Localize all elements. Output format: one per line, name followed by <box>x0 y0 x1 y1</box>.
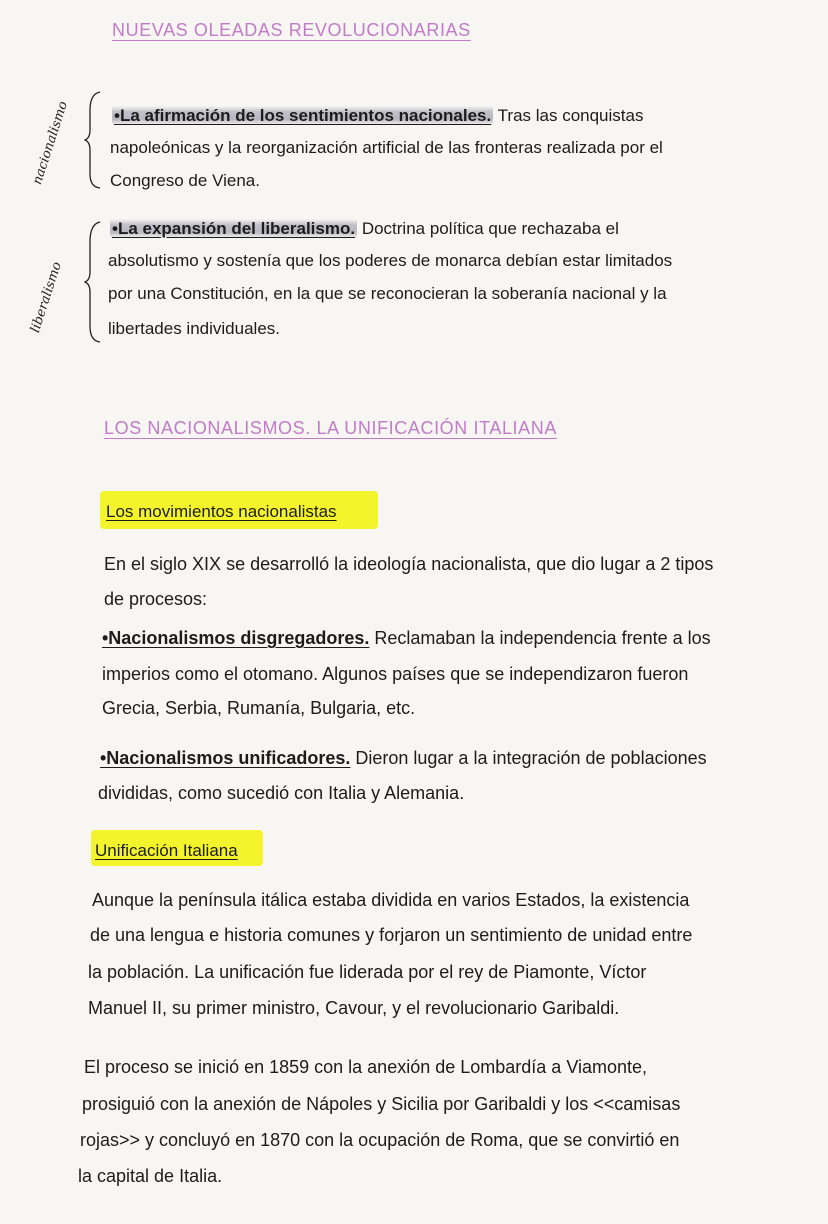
unificadores-line2: divididas, como sucedió con Italia y Alemania. <box>98 783 465 803</box>
intro-line2: de procesos: <box>104 589 208 609</box>
item1-text1: Tras las conquistas <box>493 106 644 125</box>
p2-line2: prosiguió con la anexión de Nápoles y Sicilia por Garibaldi y los <<camisas <box>82 1094 681 1114</box>
subheading-unificacion: Unificación Italiana <box>95 841 238 860</box>
item1-line3: Congreso de Viena. <box>110 171 260 190</box>
item2-line2: absolutismo y sostenía que los poderes de monarca debían estar limitados <box>108 251 673 270</box>
item2-line1 <box>110 219 619 239</box>
item1-line1 <box>112 106 643 126</box>
disgregadores-line2: imperios como el otomano. Algunos países que se independizaron fueron <box>102 664 689 684</box>
disgregadores-title: •Nacionalismos disgregadores. <box>102 628 370 648</box>
p1-line1: Aunque la península itálica estaba dividida en varios Estados, la existencia <box>92 890 690 910</box>
section-heading-nacionalismos: LOS NACIONALISMOS. LA UNIFICACIÓN ITALIANA <box>104 418 557 438</box>
disgregadores-line3: Grecia, Serbia, Rumanía, Bulgaria, etc. <box>102 698 416 718</box>
item1-line2: napoleónicas y la reorganización artificial de las fronteras realizada por el <box>110 138 663 157</box>
subheading-movimientos: Los movimientos nacionalistas <box>106 502 337 521</box>
disgregadores-text1: Reclamaban la independencia frente a los <box>369 628 711 648</box>
unificadores-title: •Nacionalismos unificadores. <box>100 748 351 768</box>
brace-2 <box>84 220 104 345</box>
item2-line3: por una Constitución, en la que se reconocieran la soberanía nacional y la <box>108 284 667 303</box>
disgregadores-line1 <box>102 628 711 649</box>
section-heading-nuevas-oleadas: NUEVAS OLEADAS REVOLUCIONARIAS <box>112 20 471 40</box>
p1-line4: Manuel II, su primer ministro, Cavour, y el revolucionario Garibaldi. <box>88 998 620 1018</box>
margin-note-nacionalismo: nacionalismo <box>30 99 72 187</box>
margin-note-liberalismo: liberalismo <box>28 260 65 335</box>
item2-text1: Doctrina política que rechazaba el <box>357 219 619 238</box>
item2-title: •La expansión del liberalismo. <box>112 219 356 238</box>
p1-line2: de una lengua e historia comunes y forjaron un sentimiento de unidad entre <box>90 925 693 945</box>
p2-line3: rojas>> y concluyó en 1870 con la ocupación de Roma, que se convirtió en <box>80 1130 680 1150</box>
intro-line1: En el siglo XIX se desarrolló la ideología nacionalista, que dio lugar a 2 tipos <box>104 554 714 574</box>
item2-line4: libertades individuales. <box>108 319 280 338</box>
p2-line4: la capital de Italia. <box>78 1166 223 1186</box>
unificadores-text1: Dieron lugar a la integración de poblaciones <box>350 748 707 768</box>
item1-title: •La afirmación de los sentimientos nacionales. <box>114 106 492 125</box>
unificadores-line1 <box>100 748 707 769</box>
brace-1 <box>84 90 104 190</box>
p2-line1: El proceso se inició en 1859 con la anexión de Lombardía a Viamonte, <box>84 1057 648 1077</box>
p1-line3: la población. La unificación fue liderada por el rey de Piamonte, Víctor <box>88 962 647 982</box>
